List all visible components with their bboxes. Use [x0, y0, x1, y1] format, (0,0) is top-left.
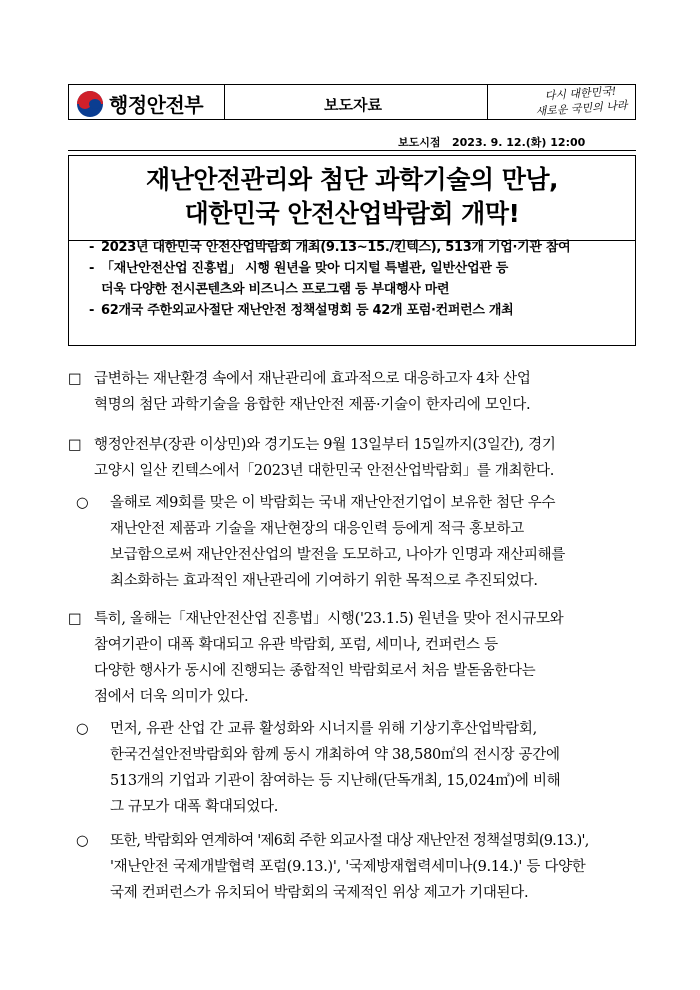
paragraph-line: 행정안전부(장관 이상민)와 경기도는 9월 13일부터 15일까지(3일간), 경기 — [94, 437, 556, 453]
paragraph-line: 그 규모가 대폭 확대되었다. — [110, 799, 279, 815]
sub-paragraph — [76, 716, 648, 820]
paragraph-line: 또한, 박람회와 연계하여 '제6회 주한 외교사절 대상 재난안전 정책설명회(9.13.)', — [110, 833, 589, 849]
summary-item — [89, 237, 635, 258]
body-paragraph — [68, 432, 648, 484]
summary-box — [68, 233, 636, 346]
paragraph-line: 재난안전 제품과 기술을 재난현장의 대응인력 등에게 적극 홍보하고 — [110, 521, 524, 537]
circle-bullet-icon: ○ — [76, 833, 89, 849]
header-box — [68, 84, 636, 120]
circle-bullet-icon: ○ — [76, 721, 89, 737]
title-line-1: 재난안전관리와 첨단 과학기술의 만남, — [145, 165, 558, 194]
org-logo — [77, 89, 203, 118]
slogan-line-2: 새로운 국민의 나라 — [535, 98, 628, 119]
sub-paragraph — [76, 828, 648, 906]
body-paragraph — [68, 366, 648, 418]
summary-dash: - — [89, 261, 95, 276]
circle-bullet-icon: ○ — [76, 495, 89, 511]
summary-item — [89, 300, 635, 321]
square-bullet-icon: □ — [68, 437, 82, 453]
org-name: 행정안전부 — [109, 93, 204, 117]
paragraph-line: 혁명의 첨단 과학기술을 융합한 재난안전 제품·기술이 한자리에 모인다. — [94, 397, 531, 413]
summary-text: 2023년 대한민국 안전산업박람회 개최(9.13~15./킨텍스), 513개 기업·기관 참여 — [101, 240, 571, 255]
paragraph-line: 최소화하는 효과적인 재난관리에 기여하기 위한 목적으로 추진되었다. — [110, 573, 538, 589]
taegeuk-emblem-icon — [77, 91, 103, 117]
doc-type-label: 보도자료 — [324, 96, 382, 114]
summary-item — [89, 258, 635, 300]
header-divider — [224, 85, 225, 119]
summary-dash: - — [89, 240, 95, 255]
summary-continuation: 더욱 다양한 전시콘텐츠와 비즈니스 프로그램 등 부대행사 마련 — [101, 282, 450, 297]
summary-dash: - — [89, 303, 95, 318]
paragraph-line: 국제 컨퍼런스가 유치되어 박람회의 국제적인 위상 제고가 기대된다. — [110, 885, 529, 901]
body-paragraph — [68, 606, 648, 710]
paragraph-line: 특히, 올해는「재난안전산업 진흥법」시행('23.1.5) 원년을 맞아 전시규모와 — [94, 611, 564, 627]
separator-rule — [68, 150, 636, 151]
paragraph-line: 한국건설안전박람회와 함께 동시 개최하여 약 38,580㎡의 전시장 공간에 — [110, 747, 560, 763]
paragraph-line: 보급함으로써 재난안전산업의 발전을 도모하고, 나아가 인명과 재산피해를 — [110, 547, 566, 563]
paragraph-line: 고양시 일산 킨텍스에서「2023년 대한민국 안전산업박람회」를 개최한다. — [94, 463, 555, 479]
title-line-2: 대한민국 안전산업박람회 개막! — [184, 199, 520, 228]
header-divider — [487, 85, 488, 119]
paragraph-line: 다양한 행사가 동시에 진행되는 종합적인 박람회로서 처음 발돋움한다는 — [94, 663, 536, 679]
square-bullet-icon: □ — [68, 611, 82, 627]
slogan-signature — [530, 83, 632, 120]
paragraph-line: 올해로 제9회를 맞은 이 박람회는 국내 재난안전기업이 보유한 첨단 우수 — [110, 495, 556, 511]
summary-text: 62개국 주한외교사절단 재난안전 정책설명회 등 42개 포럼·컨퍼런스 개최 — [101, 303, 514, 318]
paragraph-line: 513개의 기업과 기관이 참여하는 등 지난해(단독개최, 15,024㎡)에 비해 — [110, 773, 561, 789]
paragraph-line: 급변하는 재난환경 속에서 재난관리에 효과적으로 대응하고자 4차 산업 — [94, 371, 531, 387]
title-box — [68, 155, 636, 241]
square-bullet-icon: □ — [68, 371, 82, 387]
release-time: 보도시점 2023. 9. 12.(화) 12:00 — [398, 136, 586, 149]
paragraph-line: 먼저, 유관 산업 간 교류 활성화와 시너지를 위해 기상기후산업박람회, — [110, 721, 537, 737]
paragraph-line: '재난안전 국제개발협력 포럼(9.13.)', '국제방재협력세미나(9.14.)' 등 다양한 — [110, 859, 586, 875]
slogan-line-1: 다시 대한민국! — [544, 84, 617, 103]
paragraph-line: 참여기관이 대폭 확대되고 유관 박람회, 포럼, 세미나, 컨퍼런스 등 — [94, 637, 498, 653]
summary-text: 「재난안전산업 진흥법」 시행 원년을 맞아 디지털 특별관, 일반산업관 등 — [101, 261, 509, 276]
paragraph-line: 점에서 더욱 의미가 있다. — [94, 689, 249, 705]
sub-paragraph — [76, 490, 648, 594]
